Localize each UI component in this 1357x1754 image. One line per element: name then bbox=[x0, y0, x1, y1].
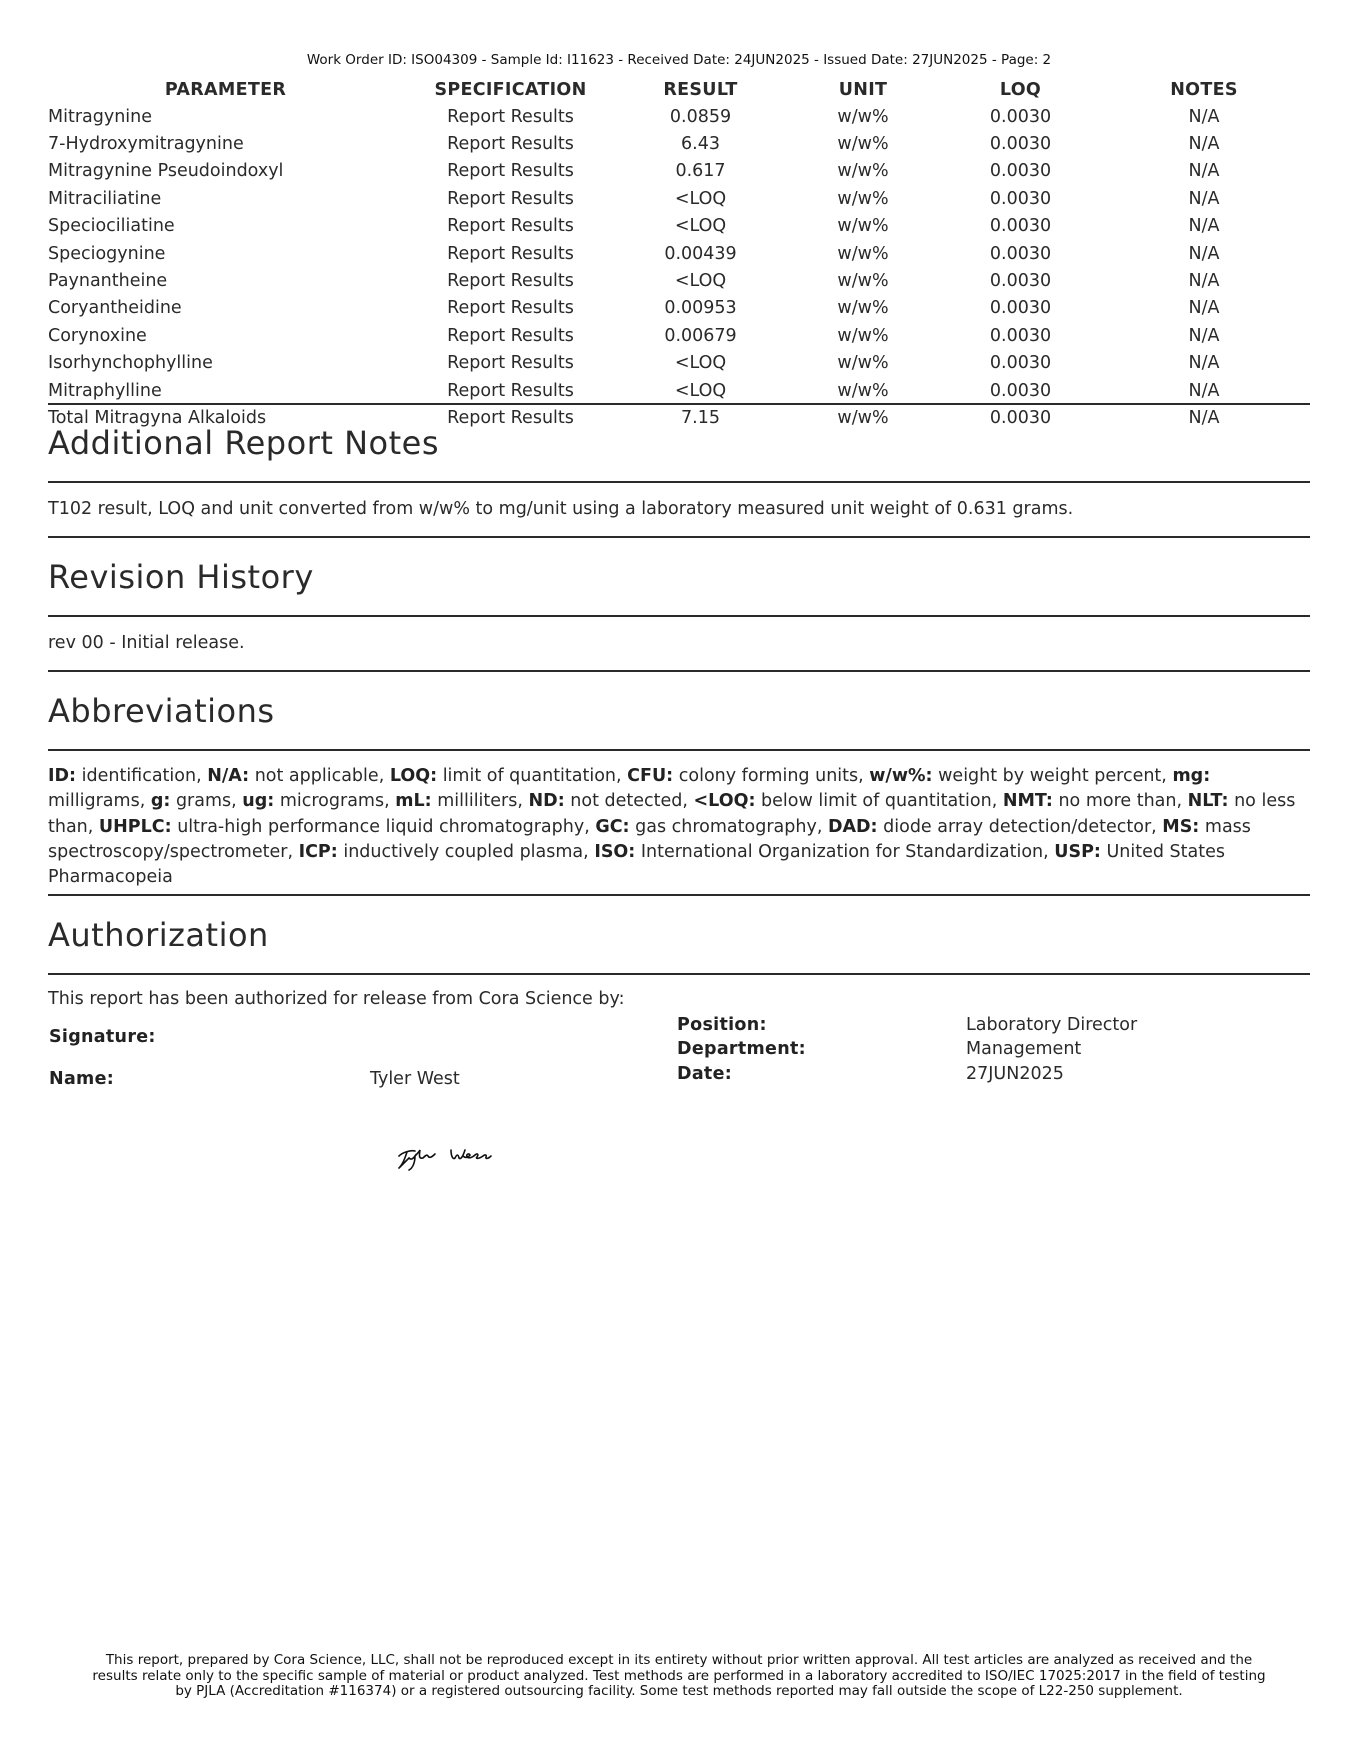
abbreviation-term: DAD: bbox=[827, 816, 878, 837]
cell-notes: N/A bbox=[1188, 271, 1220, 292]
cell-parameter: Isorhynchophylline bbox=[48, 353, 213, 374]
cell-loq: 0.0030 bbox=[989, 106, 1052, 127]
cell-notes: N/A bbox=[1188, 243, 1220, 264]
table-row bbox=[48, 322, 1310, 349]
abbreviation-definition: gas chromatography bbox=[635, 816, 817, 837]
abbreviation-term: N/A: bbox=[207, 766, 250, 786]
footer-line: by PJLA (Accreditation #116374) or a registered outsourcing facility. Some test methods reported may fall outside the scope of L22-250 supplement. bbox=[175, 1683, 1183, 1699]
abbreviation-term: ID: bbox=[48, 766, 77, 786]
table-row bbox=[48, 240, 1310, 267]
cell-parameter: Total Mitragyna Alkaloids bbox=[48, 407, 267, 428]
cell-unit: w/w% bbox=[837, 134, 889, 155]
cell-result: <LOQ bbox=[674, 353, 727, 374]
abbreviations-title: Abbreviations bbox=[48, 692, 275, 730]
cell-loq: 0.0030 bbox=[989, 188, 1052, 209]
abbreviation-term: ND: bbox=[528, 791, 565, 812]
cell-parameter: Corynoxine bbox=[48, 325, 147, 346]
cell-parameter: Paynantheine bbox=[48, 271, 168, 292]
footer-line: results relate only to the specific sample of material or product analyzed. Test methods are performed in a laboratory accredited to ISO/IEC 17025:2017 in the field of testing bbox=[92, 1667, 1266, 1684]
cell-notes: N/A bbox=[1188, 106, 1220, 127]
footer-line: This report, prepared by Cora Science, LLC, shall not be reproduced except in its entirety without prior written approval. All test articles are analyzed as received and the bbox=[105, 1652, 1253, 1668]
cell-notes: N/A bbox=[1188, 325, 1220, 346]
abbreviation-definition: International Organization for Standardization bbox=[640, 841, 1044, 862]
results-table-body bbox=[48, 103, 1310, 432]
position-label: Position: bbox=[677, 1015, 767, 1035]
abbreviation-definition: milliliters bbox=[437, 791, 518, 812]
abbreviation-term: mL: bbox=[395, 791, 432, 812]
cell-result: 0.0859 bbox=[669, 106, 732, 127]
authorization-intro: This report has been authorized for release from Cora Science by: bbox=[48, 989, 625, 1009]
cell-unit: w/w% bbox=[837, 325, 889, 346]
cell-specification: Report Results bbox=[447, 298, 574, 319]
column-header-specification: SPECIFICATION bbox=[434, 79, 587, 100]
abbreviation-definition: limit of quantitation bbox=[442, 766, 617, 786]
authorization-title: Authorization bbox=[48, 916, 269, 954]
cell-specification: Report Results bbox=[447, 188, 574, 209]
cell-unit: w/w% bbox=[837, 188, 889, 209]
abbreviation-definition: mass spectroscopy/spectrometer bbox=[48, 816, 1251, 862]
cell-result: 6.43 bbox=[681, 134, 720, 155]
abbreviation-term: MS: bbox=[1162, 816, 1200, 837]
cell-result: <LOQ bbox=[674, 271, 727, 292]
results-table bbox=[48, 76, 1310, 432]
cell-loq: 0.0030 bbox=[989, 243, 1052, 264]
abbreviations-list: ID: identification, N/A: not applicable, LOQ: limit of quantitation, CFU: colony forming units, w/w%: weight by weight percent, mg: milligrams, g: grams, ug: micrograms, mL: milliliters, ND: not detected, <LOQ: below limit of quantitation, NMT: no more than, NLT: no less than, UHPLC: ultra-high performance liquid chromatography, GC: gas chromatography, DAD: diode array detection/detector, MS: mass spectroscopy/spectrometer, ICP: inductively coupled plasma, ISO: International Organization for Standardization, USP: United States Pharmacopeia bbox=[48, 766, 1296, 888]
cell-result: 0.00679 bbox=[664, 325, 737, 346]
cell-unit: w/w% bbox=[837, 216, 889, 237]
divider bbox=[48, 481, 1310, 483]
abbreviation-definition: not detected bbox=[570, 791, 683, 812]
footer-disclaimer bbox=[48, 1653, 1310, 1700]
abbreviation-definition: below limit of quantitation bbox=[761, 791, 992, 812]
cell-result: 7.15 bbox=[681, 407, 720, 428]
cell-result: 0.00953 bbox=[664, 298, 737, 319]
abbreviation-term: ISO: bbox=[594, 841, 636, 862]
cell-parameter: Speciogynine bbox=[48, 243, 166, 264]
cell-parameter: Mitraphylline bbox=[48, 380, 162, 401]
cell-loq: 0.0030 bbox=[989, 380, 1052, 401]
divider bbox=[48, 536, 1310, 538]
cell-loq: 0.0030 bbox=[989, 216, 1052, 237]
table-row bbox=[48, 185, 1310, 212]
additional-notes-title: Additional Report Notes bbox=[48, 424, 439, 462]
date-label: Date: bbox=[677, 1064, 733, 1084]
cell-specification: Report Results bbox=[447, 353, 574, 374]
abbreviation-definition: United States Pharmacopeia bbox=[48, 841, 1225, 888]
abbreviation-term: g: bbox=[150, 791, 171, 812]
cell-notes: N/A bbox=[1188, 188, 1220, 209]
abbreviation-definition: no less than bbox=[48, 791, 1296, 837]
cell-loq: 0.0030 bbox=[989, 407, 1052, 428]
cell-result: <LOQ bbox=[674, 380, 727, 401]
cell-specification: Report Results bbox=[447, 134, 574, 155]
cell-loq: 0.0030 bbox=[989, 271, 1052, 292]
table-row bbox=[48, 103, 1310, 130]
abbreviation-definition: milligrams bbox=[48, 791, 140, 812]
cell-result: <LOQ bbox=[674, 216, 727, 237]
cell-notes: N/A bbox=[1188, 161, 1220, 182]
abbreviation-definition: not applicable bbox=[254, 766, 379, 786]
cell-result: 0.00439 bbox=[664, 243, 737, 264]
cell-result: <LOQ bbox=[674, 188, 727, 209]
abbreviation-term: ug: bbox=[242, 791, 275, 812]
abbreviation-definition: identification bbox=[81, 766, 197, 786]
abbreviation-term: USP: bbox=[1054, 841, 1101, 862]
divider bbox=[48, 749, 1310, 751]
cell-specification: Report Results bbox=[447, 380, 574, 401]
divider bbox=[48, 403, 1310, 405]
table-row bbox=[48, 130, 1310, 157]
abbreviation-term: w/w%: bbox=[869, 766, 933, 786]
report-header: Work Order ID: ISO04309 - Sample Id: I11623 - Received Date: 24JUN2025 - Issued Date: 27JUN2025 - Page: 2 bbox=[306, 52, 1052, 68]
cell-parameter: 7-Hydroxymitragynine bbox=[48, 134, 244, 155]
cell-unit: w/w% bbox=[837, 243, 889, 264]
abbreviation-definition: diode array detection/detector bbox=[883, 816, 1152, 837]
cell-unit: w/w% bbox=[837, 161, 889, 182]
abbreviation-term: ICP: bbox=[298, 841, 338, 862]
cell-specification: Report Results bbox=[447, 216, 574, 237]
cell-unit: w/w% bbox=[837, 298, 889, 319]
cell-specification: Report Results bbox=[447, 161, 574, 182]
column-header-notes: NOTES bbox=[1170, 79, 1238, 100]
cell-specification: Report Results bbox=[447, 243, 574, 264]
cell-parameter: Speciociliatine bbox=[48, 216, 175, 237]
column-header-unit: UNIT bbox=[838, 79, 888, 100]
cell-loq: 0.0030 bbox=[989, 325, 1052, 346]
revision-history-text: rev 00 - Initial release. bbox=[48, 633, 245, 653]
cell-parameter: Coryantheidine bbox=[48, 298, 182, 319]
divider bbox=[48, 894, 1310, 896]
additional-notes-text: T102 result, LOQ and unit converted from w/w% to mg/unit using a laboratory measured unit weight of 0.631 grams. bbox=[48, 499, 1074, 519]
table-row bbox=[48, 350, 1310, 377]
abbreviation-term: NMT: bbox=[1002, 791, 1053, 812]
abbreviation-definition: inductively coupled plasma bbox=[343, 841, 584, 862]
cell-loq: 0.0030 bbox=[989, 353, 1052, 374]
cell-loq: 0.0030 bbox=[989, 298, 1052, 319]
date-value: 27JUN2025 bbox=[966, 1064, 1064, 1084]
table-row bbox=[48, 377, 1310, 404]
column-header-parameter: PARAMETER bbox=[164, 79, 287, 100]
abbreviation-term: NLT: bbox=[1187, 791, 1229, 812]
cell-specification: Report Results bbox=[447, 271, 574, 292]
signature-label: Signature: bbox=[49, 1027, 156, 1047]
cell-loq: 0.0030 bbox=[989, 134, 1052, 155]
abbreviation-term: <LOQ: bbox=[693, 791, 756, 812]
abbreviation-term: GC: bbox=[595, 816, 630, 837]
abbreviation-definition: weight by weight percent bbox=[938, 766, 1162, 786]
name-value: Tyler West bbox=[370, 1069, 460, 1089]
cell-result: 0.617 bbox=[675, 161, 726, 182]
divider bbox=[48, 670, 1310, 672]
table-header-row bbox=[48, 76, 1310, 103]
cell-notes: N/A bbox=[1188, 216, 1220, 237]
cell-notes: N/A bbox=[1188, 380, 1220, 401]
abbreviation-definition: ultra-high performance liquid chromatography bbox=[177, 816, 585, 837]
cell-parameter: Mitragynine bbox=[48, 106, 153, 127]
abbreviation-term: LOQ: bbox=[389, 766, 438, 786]
cell-specification: Report Results bbox=[447, 106, 574, 127]
abbreviation-term: CFU: bbox=[627, 766, 674, 786]
table-row bbox=[48, 267, 1310, 294]
divider bbox=[48, 973, 1310, 975]
abbreviation-term: UHPLC: bbox=[98, 816, 172, 837]
cell-unit: w/w% bbox=[837, 380, 889, 401]
table-row bbox=[48, 213, 1310, 240]
name-label: Name: bbox=[49, 1069, 115, 1089]
abbreviation-term: mg: bbox=[1172, 766, 1211, 786]
table-row bbox=[48, 295, 1310, 322]
abbreviation-definition: micrograms bbox=[279, 791, 385, 812]
cell-specification: Report Results bbox=[447, 407, 574, 428]
cell-unit: w/w% bbox=[837, 353, 889, 374]
cell-unit: w/w% bbox=[837, 271, 889, 292]
cell-unit: w/w% bbox=[837, 407, 889, 428]
department-value: Management bbox=[966, 1039, 1082, 1059]
abbreviation-definition: no more than bbox=[1058, 791, 1177, 812]
cell-notes: N/A bbox=[1188, 298, 1220, 319]
cell-unit: w/w% bbox=[837, 106, 889, 127]
revision-history-title: Revision History bbox=[48, 558, 314, 596]
cell-specification: Report Results bbox=[447, 325, 574, 346]
cell-notes: N/A bbox=[1188, 353, 1220, 374]
cell-parameter: Mitragynine Pseudoindoxyl bbox=[48, 161, 284, 182]
column-header-loq: LOQ bbox=[999, 79, 1042, 100]
cell-loq: 0.0030 bbox=[989, 161, 1052, 182]
cell-notes: N/A bbox=[1188, 134, 1220, 155]
cell-notes: N/A bbox=[1188, 407, 1220, 428]
signature-image bbox=[393, 1142, 503, 1172]
column-header-result: RESULT bbox=[663, 79, 738, 100]
table-row bbox=[48, 158, 1310, 185]
department-label: Department: bbox=[677, 1039, 806, 1059]
abbreviation-definition: grams bbox=[175, 791, 232, 812]
abbreviation-definition: colony forming units bbox=[678, 766, 859, 786]
divider bbox=[48, 615, 1310, 617]
cell-parameter: Mitraciliatine bbox=[48, 188, 162, 209]
position-value: Laboratory Director bbox=[966, 1015, 1138, 1035]
